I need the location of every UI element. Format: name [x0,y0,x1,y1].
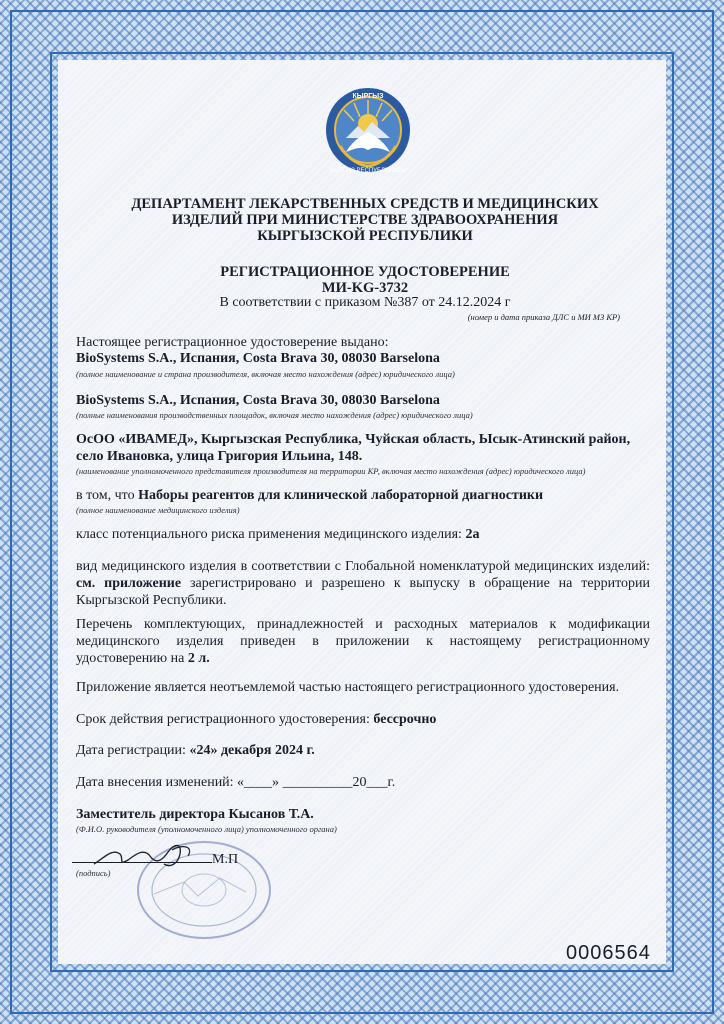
emblem-text-bottom: КЫРГЫЗ РЕСПУБЛИКАСЫ [329,168,407,174]
product-name: Наборы реагентов для клинической лабораторной диагностики [138,488,544,503]
department-header [70,196,660,244]
change-date-line: Дата внесения изменений: «____» __________20___г. [76,775,396,790]
representative-note: (наименование уполномоченного представителя производителя на территории КР, включая место нахождения (адрес) юридического лица) [76,466,586,476]
device-type-rest: зарегистрировано и разрешено к выпуску в обращение на территории Кыргызской Республики. [76,576,650,608]
accessories-paragraph [76,616,650,667]
annex-line: Приложение является неотъемлемой частью настоящего регистрационного удостоверения. [76,680,620,695]
risk-class-value: 2а [465,527,480,542]
accessories-pages: 2 л. [187,651,210,666]
certificate-number: МИ-KG-3732 [321,280,409,296]
validity-line [76,712,436,728]
signatory-title: Заместитель директора Кысанов Т.А. [76,807,314,822]
header-line: КЫРГЫЗСКОЙ РЕСПУБЛИКИ [257,228,473,244]
certificate-title: РЕГИСТРАЦИОННОЕ УДОСТОВЕРЕНИЕ [220,264,510,280]
risk-class-text: класс потенциального риска применения медицинского изделия: [76,527,466,542]
registration-date-value: «24» декабря 2024 г. [189,743,315,758]
header-line: ДЕПАРТАМЕНТ ЛЕКАРСТВЕННЫХ СРЕДСТВ И МЕДИЦИНСКИХ [131,196,599,212]
production-site-note: (полные наименования производственных площадок, включая место нахождения (адрес) юридического лица) [76,410,473,420]
product-line [76,488,543,504]
signatory-note: (Ф.И.О. руководителя (уполномоченного лица) уполномоченного органа) [76,824,337,834]
risk-class-line [76,527,479,543]
validity-label: Срок действия регистрационного удостоверения: [76,712,374,727]
product-prefix: в том, что [76,488,139,503]
order-note: (номер и дата приказа ДЛС и МИ МЗ КР) [467,312,620,322]
device-type-line1: вид медицинского изделия в соответствии с Глобальной номенклатурой медицинских изделий: [76,559,650,574]
seal-label: М.П [212,852,239,867]
manufacturer: BioSystems S.A., Испания, Costa Brava 30, 08030 Barselona [76,351,440,366]
device-type-bold: см. приложение [76,576,182,591]
manufacturer-note: (полное наименование и страна производителя, включая место нахождения (адрес) юридического лица) [76,369,455,379]
order-reference: В соответствии с приказом №387 от 24.12.2024 г [219,295,511,310]
emblem-text-top: КЫРГЫЗ [352,93,384,100]
header-line: ИЗДЕЛИЙ ПРИ МИНИСТЕРСТВЕ ЗДРАВООХРАНЕНИЯ [171,212,559,228]
signature-note: (подпись) [76,868,111,878]
device-type-paragraph [76,558,650,609]
serial-number: 0006564 [566,942,651,964]
accessories-text: Перечень комплектующих, принадлежностей и расходных материалов к модификации медицинского изделия приведен в приложении к настоящему регистрационному удостоверению на [76,617,650,666]
validity-value: бессрочно [373,712,437,727]
production-site: BioSystems S.A., Испания, Costa Brava 30, 08030 Barselona [76,393,440,408]
registration-date-line [76,743,315,759]
state-emblem-icon [324,86,412,174]
registration-date-label: Дата регистрации: [76,743,190,758]
issued-label: Настоящее регистрационное удостоверение выдано: [76,335,389,350]
representative-line2: село Ивановка, улица Григория Ильина, 148. [76,449,363,464]
representative-line1: ОсОО «ИВАМЕД», Кыргызская Республика, Чуйская область, Ысык-Атинский район, [76,432,631,447]
product-note: (полное наименование медицинского изделия) [76,505,240,515]
